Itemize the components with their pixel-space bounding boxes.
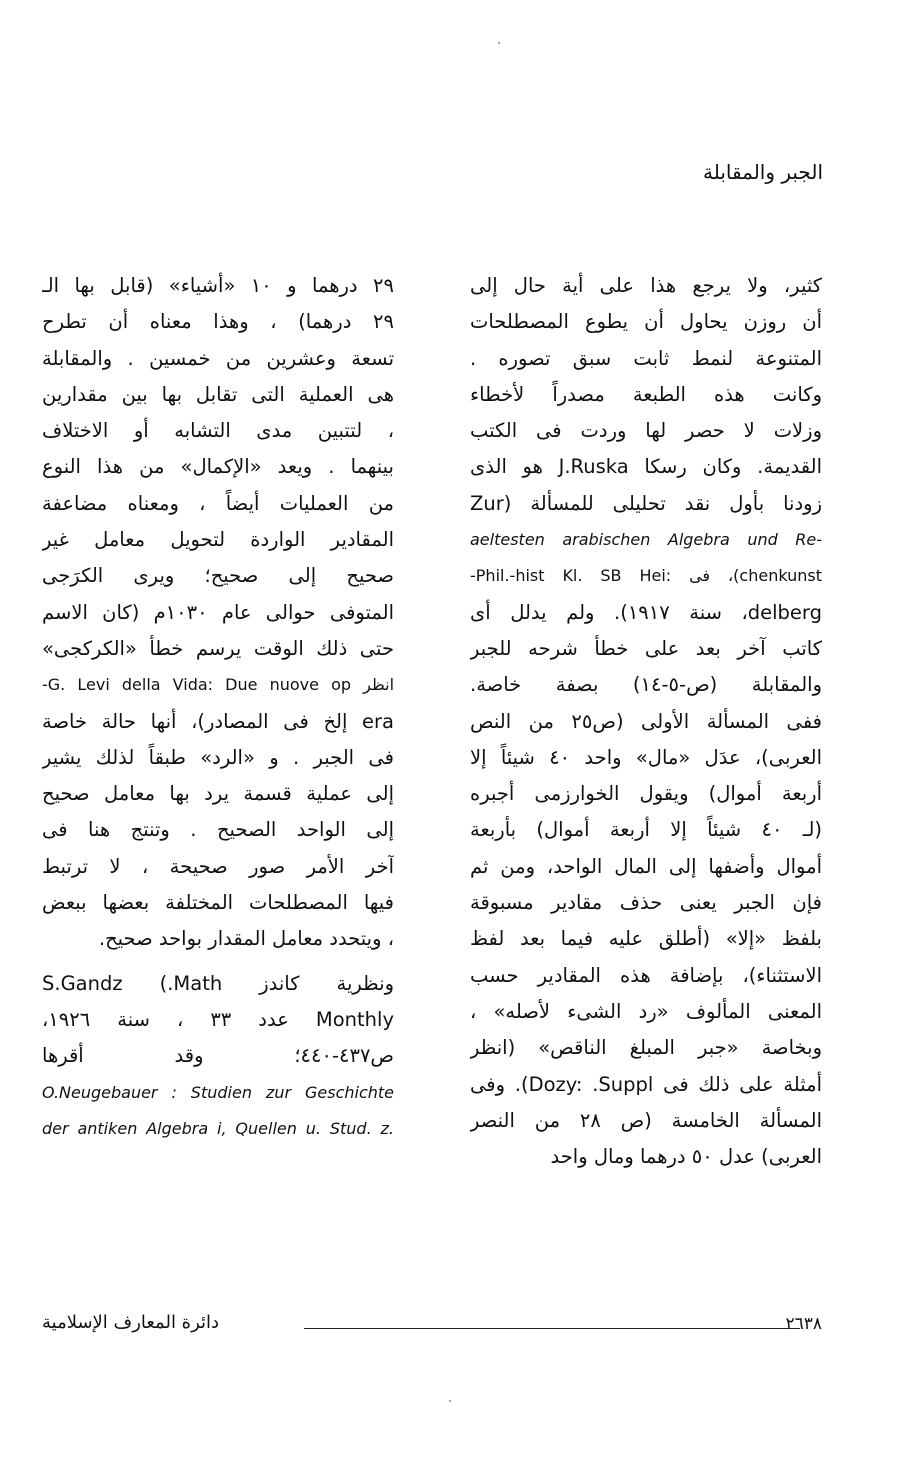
scan-speck — [449, 1400, 451, 1402]
text-line: أمثلة على ذلك فى Dozy: .Suppl). وفى — [470, 1072, 822, 1096]
text-line: انظر G. Levi della Vida: Due nuove op- — [42, 675, 394, 695]
text-line: العربى) عدل ٥٠ درهما ومال واحد — [550, 1145, 822, 1169]
footer-rule — [304, 1328, 800, 1329]
text-line: ٢٩ درهما) ، وهذا معناه أن تطرح — [42, 310, 394, 334]
text-line: تسعة وعشرين من خمسين . والمقابلة — [42, 346, 394, 370]
right-column — [470, 268, 822, 1175]
text-line: القديمة. وكان رسكا J.Ruska هو الذى — [470, 455, 822, 479]
text-line: المعنى المألوف «رد الشىء لأصله» ، — [470, 999, 822, 1023]
text-line: فى الجبر . و «الرد» طبقاً لذلك يشير — [42, 745, 394, 769]
left-column — [42, 268, 394, 1147]
text-line: chenkunst)، فى :Phil.-hist Kl. SB Hei- — [470, 566, 822, 586]
text-line: المتنوعة لنمط ثابت سبق تصوره . — [470, 346, 822, 370]
text-line: أموال وأضفها إلى المال الواحد، ومن ثم — [470, 854, 822, 878]
footer-journal-title: دائرة المعارف الإسلامية — [42, 1312, 220, 1333]
text-line: فإن الجبر يعنى حذف مقادير مسبوقة — [470, 891, 822, 915]
text-line: (لـ ٤٠ شيئاً إلا أربعة أموال) بأربعة — [470, 818, 822, 842]
text-line: صحيح إلى صحيح؛ ويرى الكرَجى — [42, 564, 394, 588]
text-line: كثير، ولا يرجع هذا على أية حال إلى — [470, 274, 822, 297]
text-line: وبخاصة «جبر المبلغ الناقص» (انظر — [470, 1036, 822, 1060]
text-line: إلى عملية قسمة يرد بها معامل صحيح — [42, 782, 394, 806]
text-line: era إلخ فى المصادر)، أنها حالة خاصة — [42, 709, 394, 733]
text-line: Monthly عدد ٣٣ ، سنة ١٩٢٦، — [42, 1007, 394, 1031]
text-line: ، ويتحدد معامل المقدار بواحد صحيح. — [98, 927, 394, 951]
text-line: والمقابلة (ص-٥-١٤) بصفة خاصة. — [470, 673, 822, 697]
text-line: المقادير الواردة لتحويل معامل غير — [42, 528, 394, 552]
text-line: ونظرية كاندز S.Gandz (.Math — [42, 971, 394, 995]
text-line: بلفظ «إلا» (أطلق عليه فيما بعد لفظ — [470, 927, 822, 951]
text-line: أن روزن يحاول أن يطوع المصطلحات — [470, 310, 822, 334]
text-line: aeltesten arabischen Algebra und Re- — [470, 530, 822, 550]
text-line: زودنا بأول نقد تحليلى للمسألة (Zur — [470, 491, 822, 515]
text-line: فيها المصطلحات المختلفة بعضها ببعض — [42, 891, 394, 915]
text-line: ففى المسألة الأولى (ص٢٥ من النص — [470, 709, 822, 733]
text-line: ، لتتبين مدى التشابه أو الاختلاف — [42, 419, 394, 443]
text-line: بينهما . ويعد «الإكمال» من هذا النوع — [42, 455, 394, 479]
text-line: إلى الواحد الصحيح . وتنتج هنا فى — [42, 818, 394, 842]
text-line: وكانت هذه الطبعة مصدراً لأخطاء — [470, 382, 822, 406]
text-line: الاستثناء)، بإضافة هذه المقادير حسب — [470, 963, 822, 987]
scan-speck — [498, 42, 500, 44]
text-line: ٢٩ درهما و ١٠ «أشياء» (قابل بها الـ — [42, 274, 394, 297]
text-line: المسألة الخامسة (ص ٢٨ من النصر — [470, 1108, 822, 1132]
text-line: O.Neugebauer : Studien zur Geschichte — [42, 1082, 394, 1102]
text-line: أربعة أموال) ويقول الخوارزمى أجبره — [470, 782, 822, 806]
text-line: من العمليات أيضاً ، ومعناه مضاعفة — [42, 491, 394, 515]
text-line: ص٤٣٧-٤٤٠؛ وقد أقرها — [42, 1044, 394, 1068]
text-line: كاتب آخر بعد على خطأ شرحه للجبر — [470, 636, 822, 660]
page-number: ٢٦٣٨ — [785, 1314, 822, 1334]
text-line: العربى)، عدَل «مال» واحد ٤٠ شيئاً إلا — [470, 745, 822, 769]
running-head: الجبر والمقابلة — [703, 160, 823, 184]
text-line: هى العملية التى تقابل بها بين مقدارين — [42, 382, 394, 406]
text-line: المتوفى حوالى عام ١٠٣٠م (كان الاسم — [42, 600, 394, 624]
text-line: der antiken Algebra i, Quellen u. Stud. z. — [42, 1118, 394, 1138]
text-line: حتى ذلك الوقت يرسم خطأ «الكركجى» — [42, 636, 394, 660]
text-line: آخر الأمر صور صحيحة ، لا ترتبط — [42, 854, 394, 878]
page-footer — [42, 1312, 822, 1342]
text-line: وزلات لا حصر لها وردت فى الكتب — [470, 419, 822, 443]
text-line: delberg، سنة ١٩١٧). ولم يدلل أى — [470, 600, 822, 624]
